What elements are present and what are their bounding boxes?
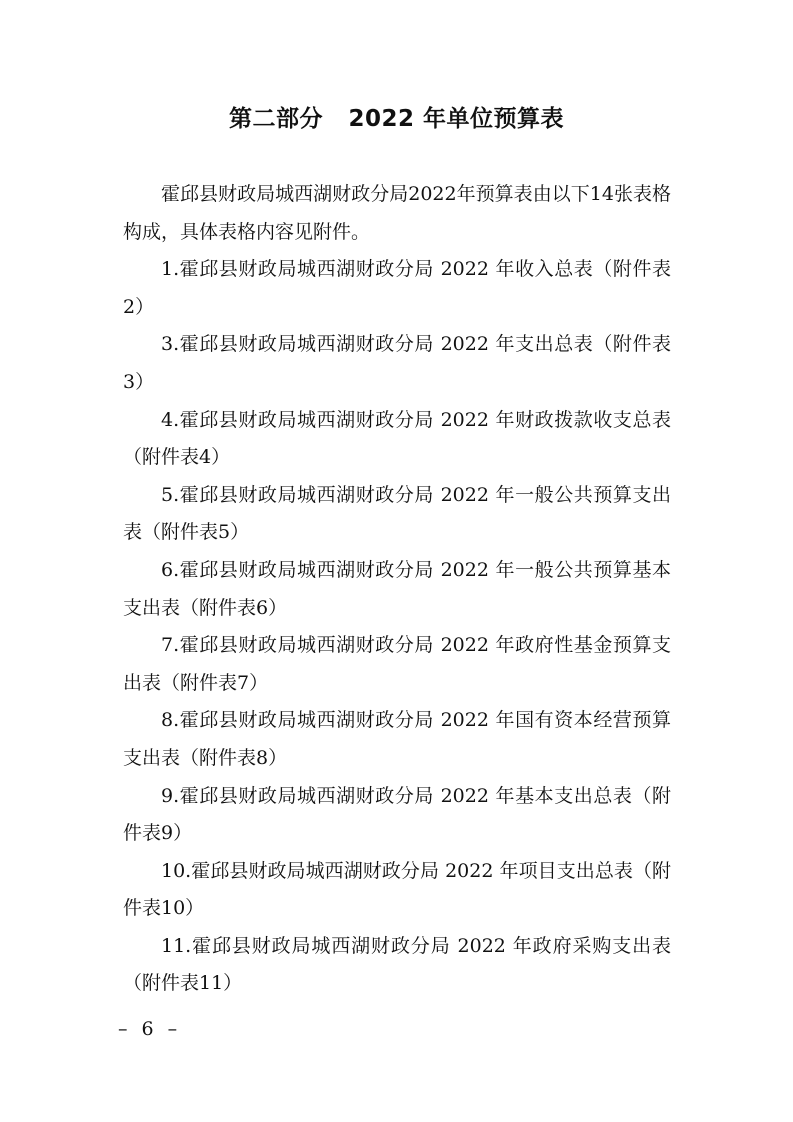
page-number: – 6 – — [118, 1018, 182, 1040]
list-item: 5.霍邱县财政局城西湖财政分局 2022 年一般公共预算支出表（附件表5） — [123, 483, 671, 544]
document-body — [123, 176, 671, 1003]
page-title: 第二部分 2022 年单位预算表 — [228, 106, 565, 132]
list-item: 3.霍邱县财政局城西湖财政分局 2022 年支出总表（附件表3） — [123, 333, 671, 393]
list-item: 6.霍邱县财政局城西湖财政分局 2022 年一般公共预算基本支出表（附件表6） — [123, 558, 671, 619]
intro-paragraph: 霍邱县财政局城西湖财政分局2022年预算表由以下14张表格构成，具体表格内容见附件。 — [123, 183, 671, 243]
list-item: 11.霍邱县财政局城西湖财政分局 2022 年政府采购支出表（附件表11） — [123, 934, 671, 995]
list-item: 7.霍邱县财政局城西湖财政分局 2022 年政府性基金预算支出表（附件表7） — [123, 634, 671, 694]
list-item: 10.霍邱县财政局城西湖财政分局 2022 年项目支出总表（附件表10） — [123, 859, 671, 920]
list-item: 1.霍邱县财政局城西湖财政分局 2022 年收入总表（附件表2） — [123, 258, 671, 318]
list-item: 8.霍邱县财政局城西湖财政分局 2022 年国有资本经营预算支出表（附件表8） — [123, 709, 671, 769]
list-item: 4.霍邱县财政局城西湖财政分局 2022 年财政拨款收支总表（附件表4） — [123, 408, 671, 469]
list-item: 9.霍邱县财政局城西湖财政分局 2022 年基本支出总表（附件表9） — [123, 784, 671, 845]
